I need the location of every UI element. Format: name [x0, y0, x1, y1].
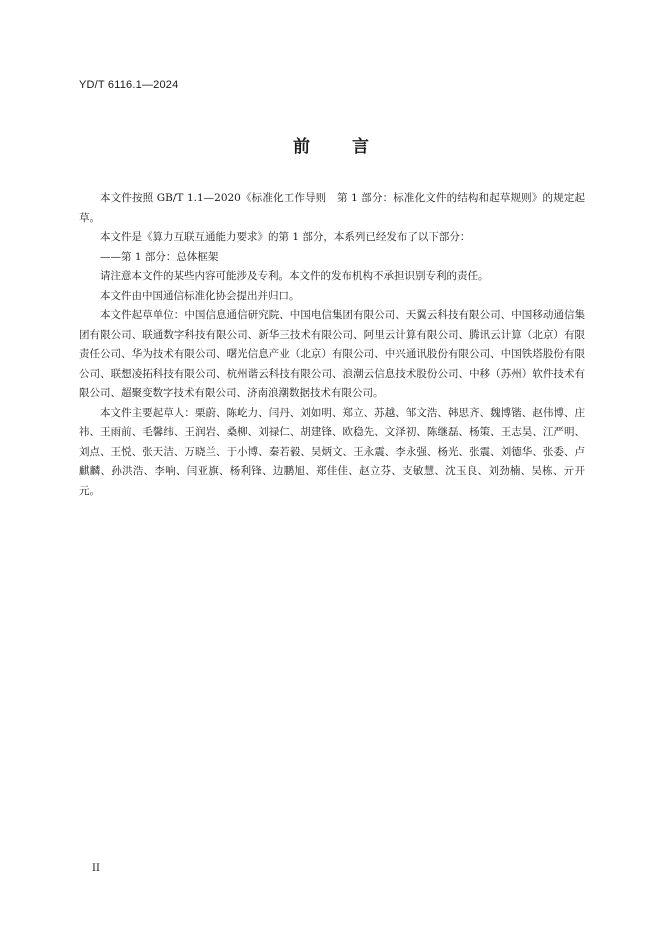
- paragraph-proposer: 本文件由中国通信标准化协会提出并归口。: [100, 289, 300, 302]
- foreword-body: [79, 189, 585, 501]
- paragraph-drafting-units: 本文件起草单位：中国信息通信研究院、中国电信集团有限公司、天翼云科技有限公司、中国移动通信集团有限公司、联通数字科技有限公司、新华三技术有限公司、阿里云计算有限公司、腾讯云计算（北京）有限责任公司、华为技术有限公司、曙光信息产业（北京）有限公司、中兴通讯股份有限公司、中国铁塔股份有限公司、联想凌拓科技有限公司、杭州谐云科技有限公司、浪潮云信息技术股份公司、中移（苏州）软件技术有限公司、超聚变数字技术有限公司、济南浪潮数据技术有限公司。: [79, 309, 585, 399]
- page-number: II: [92, 863, 100, 874]
- foreword-title: 前言: [293, 137, 411, 157]
- paragraph-drafting-rules: 本文件按照 GB/T 1.1—2020《标准化工作导则 第 1 部分：标准化文件的结构和起草规则》的规定起草。: [79, 192, 585, 224]
- document-code: YD/T 6116.1—2024: [79, 79, 179, 91]
- paragraph-part-list: ——第 1 部分：总体框架: [100, 250, 219, 263]
- paragraph-drafters: 本文件主要起草人：栗蔚、陈屹力、闫丹、刘如明、郑立、苏越、邹文浩、韩思齐、魏博锴、赵伟博、庄祎、王雨前、毛馨纬、王润岩、桑柳、刘禄仁、胡建锋、欧稳先、文泽初、陈继磊、杨策、王志昊、江严明、刘点、王悦、张天洁、万晓兰、于小博、秦若毅、吴炳文、王永震、李永强、杨光、张震、刘德华、张委、卢麒麟、孙洪浩、李响、闫亚旗、杨利锋、边鹏旭、郑佳佳、赵立芬、支敏慧、沈玉良、刘劲楠、吴栋、亓开元。: [79, 406, 585, 497]
- paragraph-series-intro: 本文件是《算力互联互通能力要求》的第 1 部分，本系列已经发布了以下部分：: [100, 231, 471, 243]
- paragraph-patent-notice: 请注意本文件的某些内容可能涉及专利。本文件的发布机构不承担识别专利的责任。: [100, 270, 489, 282]
